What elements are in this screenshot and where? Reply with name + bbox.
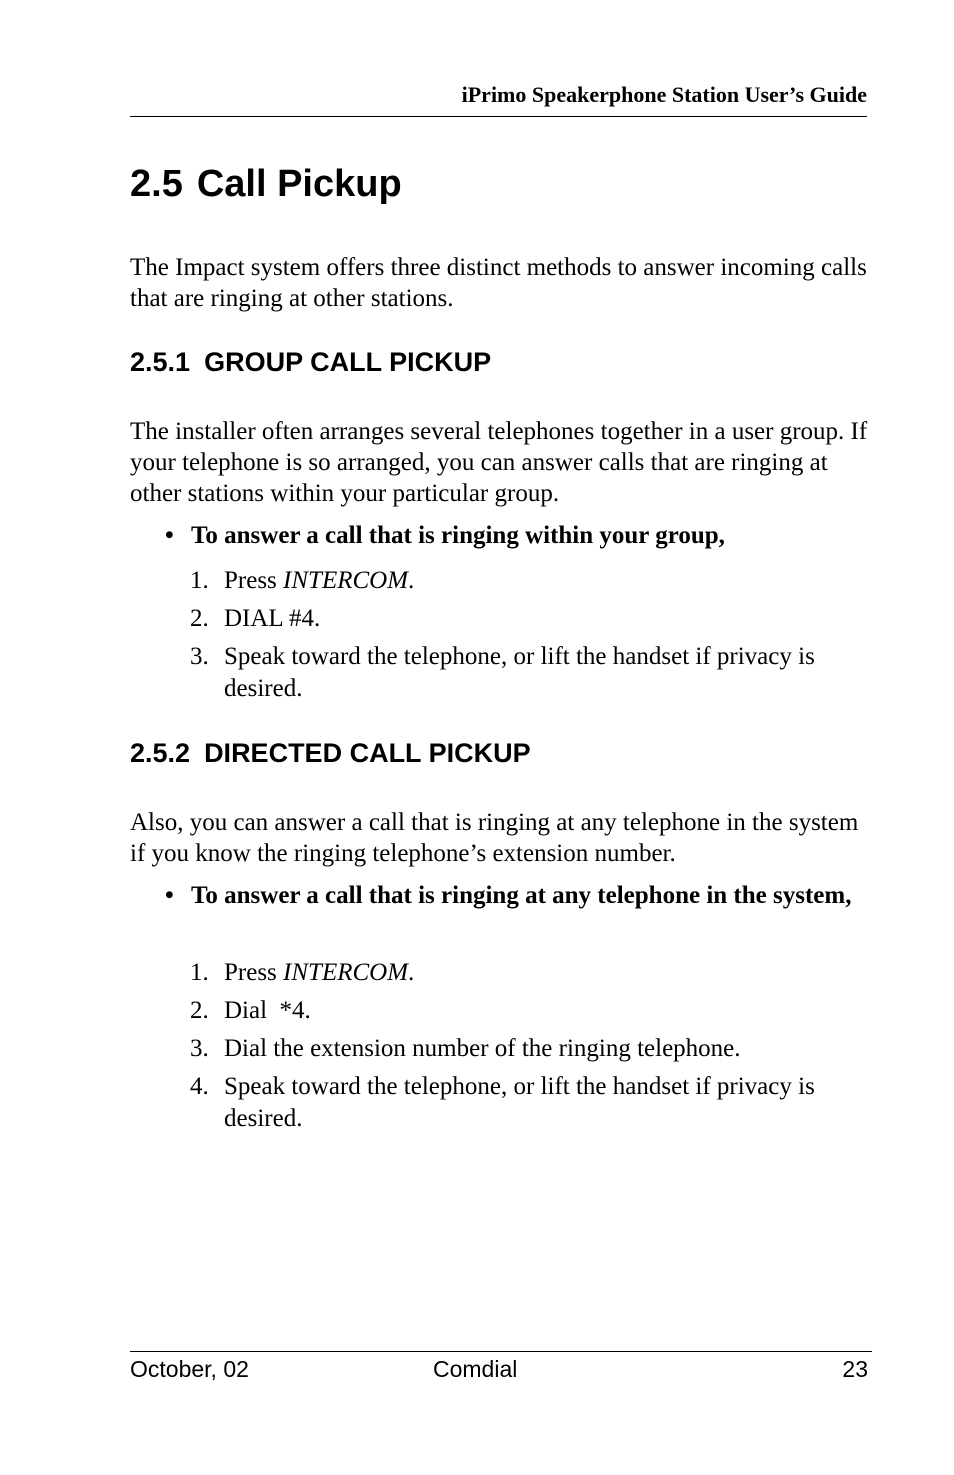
page-footer — [130, 1351, 872, 1392]
subsection-heading-group — [130, 347, 491, 378]
list-item — [190, 995, 870, 1027]
subsection-title: GROUP CALL PICKUP — [204, 347, 492, 377]
step-text: Press — [224, 567, 284, 594]
bullet-icon: • — [165, 882, 174, 909]
page-number: 23 — [842, 1356, 868, 1382]
step-text: Dial *4. — [224, 997, 311, 1024]
subsection-title: DIRECTED CALL PICKUP — [204, 738, 531, 768]
step-key: INTERCOM — [283, 567, 409, 594]
step-number: 2. — [190, 605, 209, 632]
section-number: 2.5 — [130, 163, 183, 205]
list-item — [190, 1071, 870, 1135]
step-number: 1. — [190, 567, 209, 594]
step-number: 3. — [190, 1035, 209, 1062]
list-item — [190, 603, 870, 635]
section-heading — [130, 163, 402, 206]
footer-company: Comdial — [433, 1356, 518, 1382]
step-number: 4. — [190, 1073, 209, 1100]
list-item: 1. Press INTERCOM. — [190, 565, 870, 597]
step-text: DIAL #4. — [224, 605, 321, 632]
directed-pickup-steps — [190, 957, 870, 1141]
footer-date: October, 02 — [130, 1356, 249, 1382]
bullet-text: To answer a call that is ringing within your group, — [191, 522, 725, 549]
subsection-number: 2.5.2 — [130, 738, 191, 768]
list-item — [190, 641, 870, 705]
step-text: Speak toward the telephone, or lift the handset if privacy is desired. — [224, 1073, 815, 1132]
step-key: INTERCOM — [283, 959, 409, 986]
directed-pickup-body: Also, you can answer a call that is ringing at any telephone in the system if you know the ringing telephone’s extension number. — [130, 809, 859, 867]
header-title: iPrimo Speakerphone Station User’s Guide — [461, 82, 867, 107]
step-number: 1. — [190, 959, 209, 986]
group-pickup-steps — [190, 565, 870, 711]
step-number: 2. — [190, 997, 209, 1024]
list-item — [190, 1033, 870, 1065]
section-intro: The Impact system offers three distinct methods to answer incoming calls that are ringing at other stations. — [130, 254, 867, 312]
subsection-heading-directed — [130, 738, 531, 769]
page-header — [130, 80, 867, 117]
step-text: Press — [224, 959, 284, 986]
section-title: Call Pickup — [196, 163, 402, 205]
directed-pickup-bullet — [165, 880, 891, 912]
step-text: Dial the extension number of the ringing telephone. — [224, 1035, 741, 1062]
subsection-number: 2.5.1 — [130, 347, 191, 377]
bullet-icon: • — [165, 522, 174, 549]
list-item: 1. Press INTERCOM. — [190, 957, 870, 989]
step-text: Speak toward the telephone, or lift the handset if privacy is desired. — [224, 643, 815, 702]
group-pickup-body: The installer often arranges several telephones together in a user group. If your telephone is so arranged, you can answer calls that are ringing at other stations within your particular group. — [130, 418, 868, 507]
step-number: 3. — [190, 643, 209, 670]
group-pickup-bullet — [165, 520, 891, 552]
bullet-text: To answer a call that is ringing at any telephone in the system, — [191, 882, 852, 909]
